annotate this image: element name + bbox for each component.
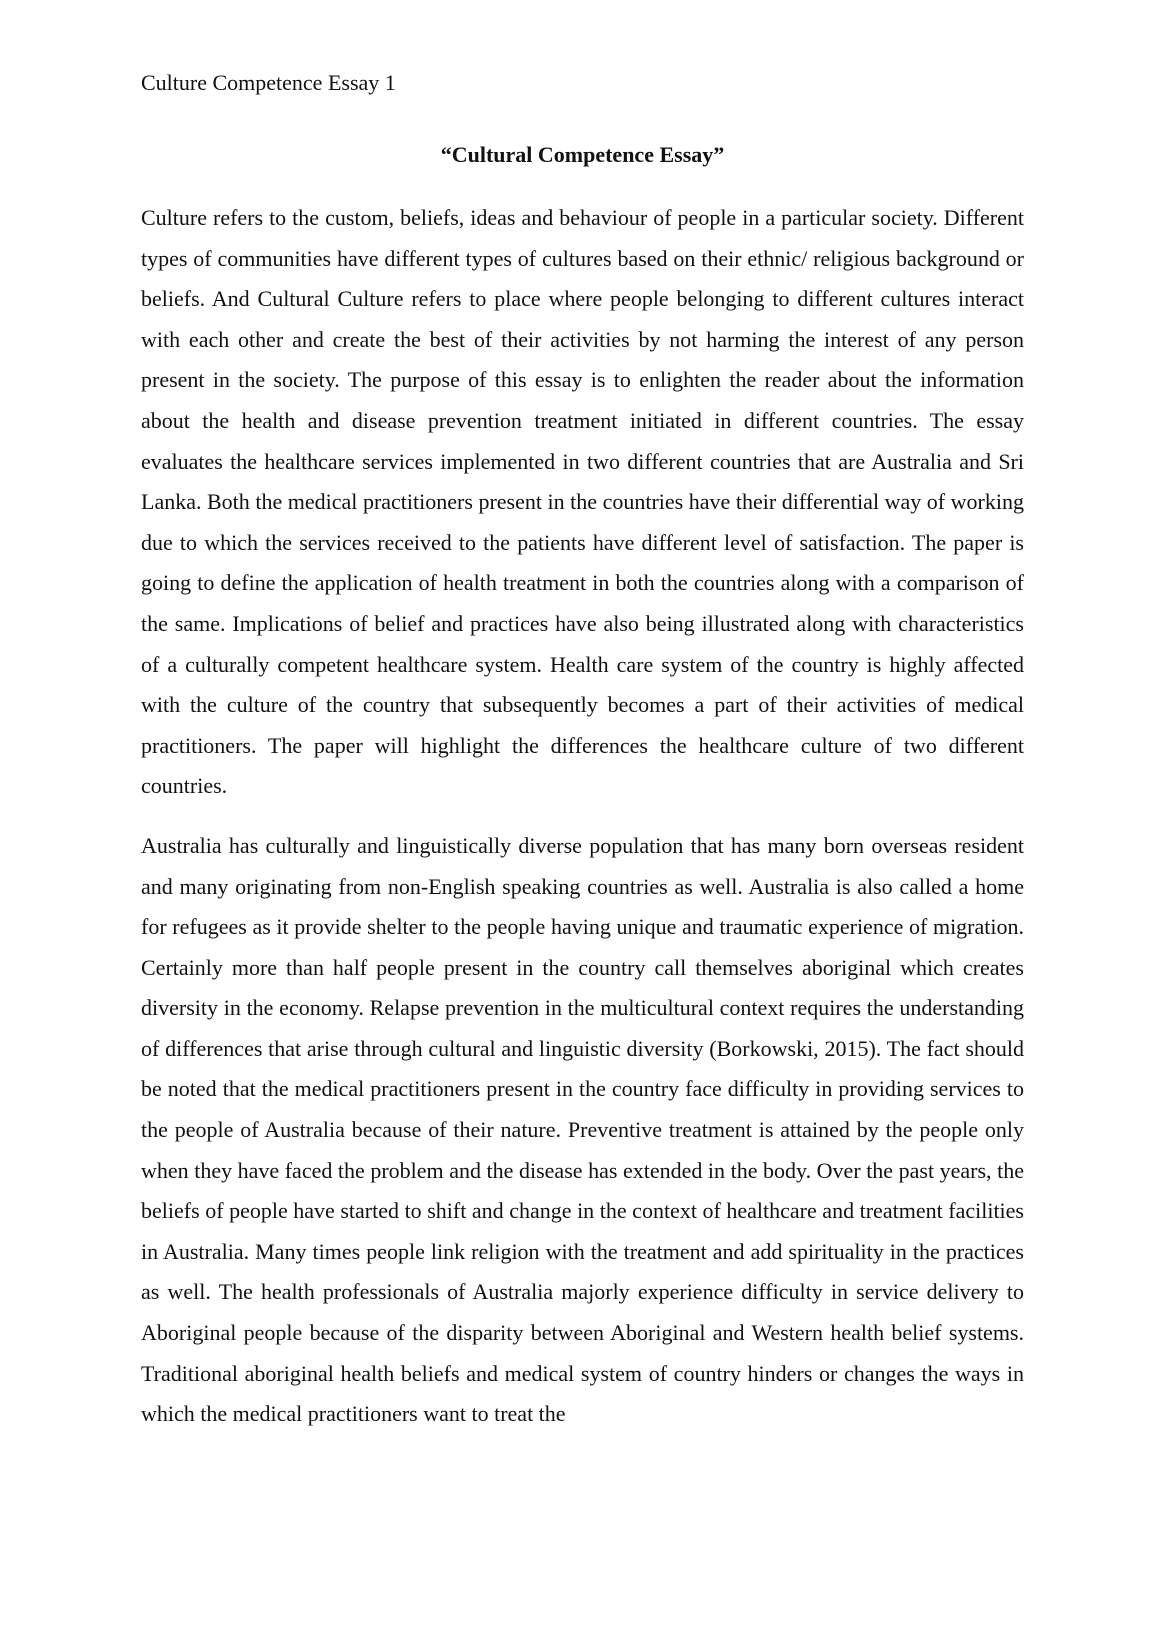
paragraph-australia: Australia has culturally and linguistically diverse population that has many born overseas resident and many originating from non-English speaking countries as well. Australia is also called a home for refugees as it provide shelter to the people having unique and traumatic experience of migration. Certainly more than half people present in the country call themselves aboriginal which creates diversity in the economy. Relapse prevention in the multicultural context requires the understanding of differences that arise through cultural and linguistic diversity (Borkowski, 2015). The fact should be noted that the medical practitioners present in the country face difficulty in providing services to the people of Australia because of their nature. Preventive treatment is attained by the people only when they have faced the problem and the disease has extended in the body. Over the past years, the beliefs of people have started to shift and change in the context of healthcare and treatment facilities in Australia. Many times people link religion with the treatment and add spirituality in the practices as well. The health professionals of Australia majorly experience difficulty in service delivery to Aboriginal people because of the disparity between Aboriginal and Western health belief systems. Traditional aboriginal health beliefs and medical system of country hinders or changes the ways in which the medical practitioners want to treat the <box>141 832 1024 1427</box>
paragraph-introduction: Culture refers to the custom, beliefs, ideas and behaviour of people in a particular society. Different types of communities have different types of cultures based on their ethnic/ religious background or beliefs. And Cultural Culture refers to place where people belonging to different cultures interact with each other and create the best of their activities by not harming the interest of any person present in the society. The purpose of this essay is to enlighten the reader about the information about the health and disease prevention treatment initiated in different countries. The essay evaluates the healthcare services implemented in two different countries that are Australia and Sri Lanka. Both the medical practitioners present in the countries have their differential way of working due to which the services received to the patients have different level of satisfaction. The paper is going to define the application of health treatment in both the countries along with a comparison of the same. Implications of belief and practices have also being illustrated along with characteristics of a culturally competent healthcare system. Health care system of the country is highly affected with the culture of the country that subsequently becomes a part of their activities of medical practitioners. The paper will highlight the differences the healthcare culture of two different countries. <box>141 205 1024 799</box>
essay-body <box>141 198 1024 1454</box>
essay-title: “Cultural Competence Essay” <box>440 142 725 167</box>
running-header: Culture Competence Essay 1 <box>141 70 396 95</box>
